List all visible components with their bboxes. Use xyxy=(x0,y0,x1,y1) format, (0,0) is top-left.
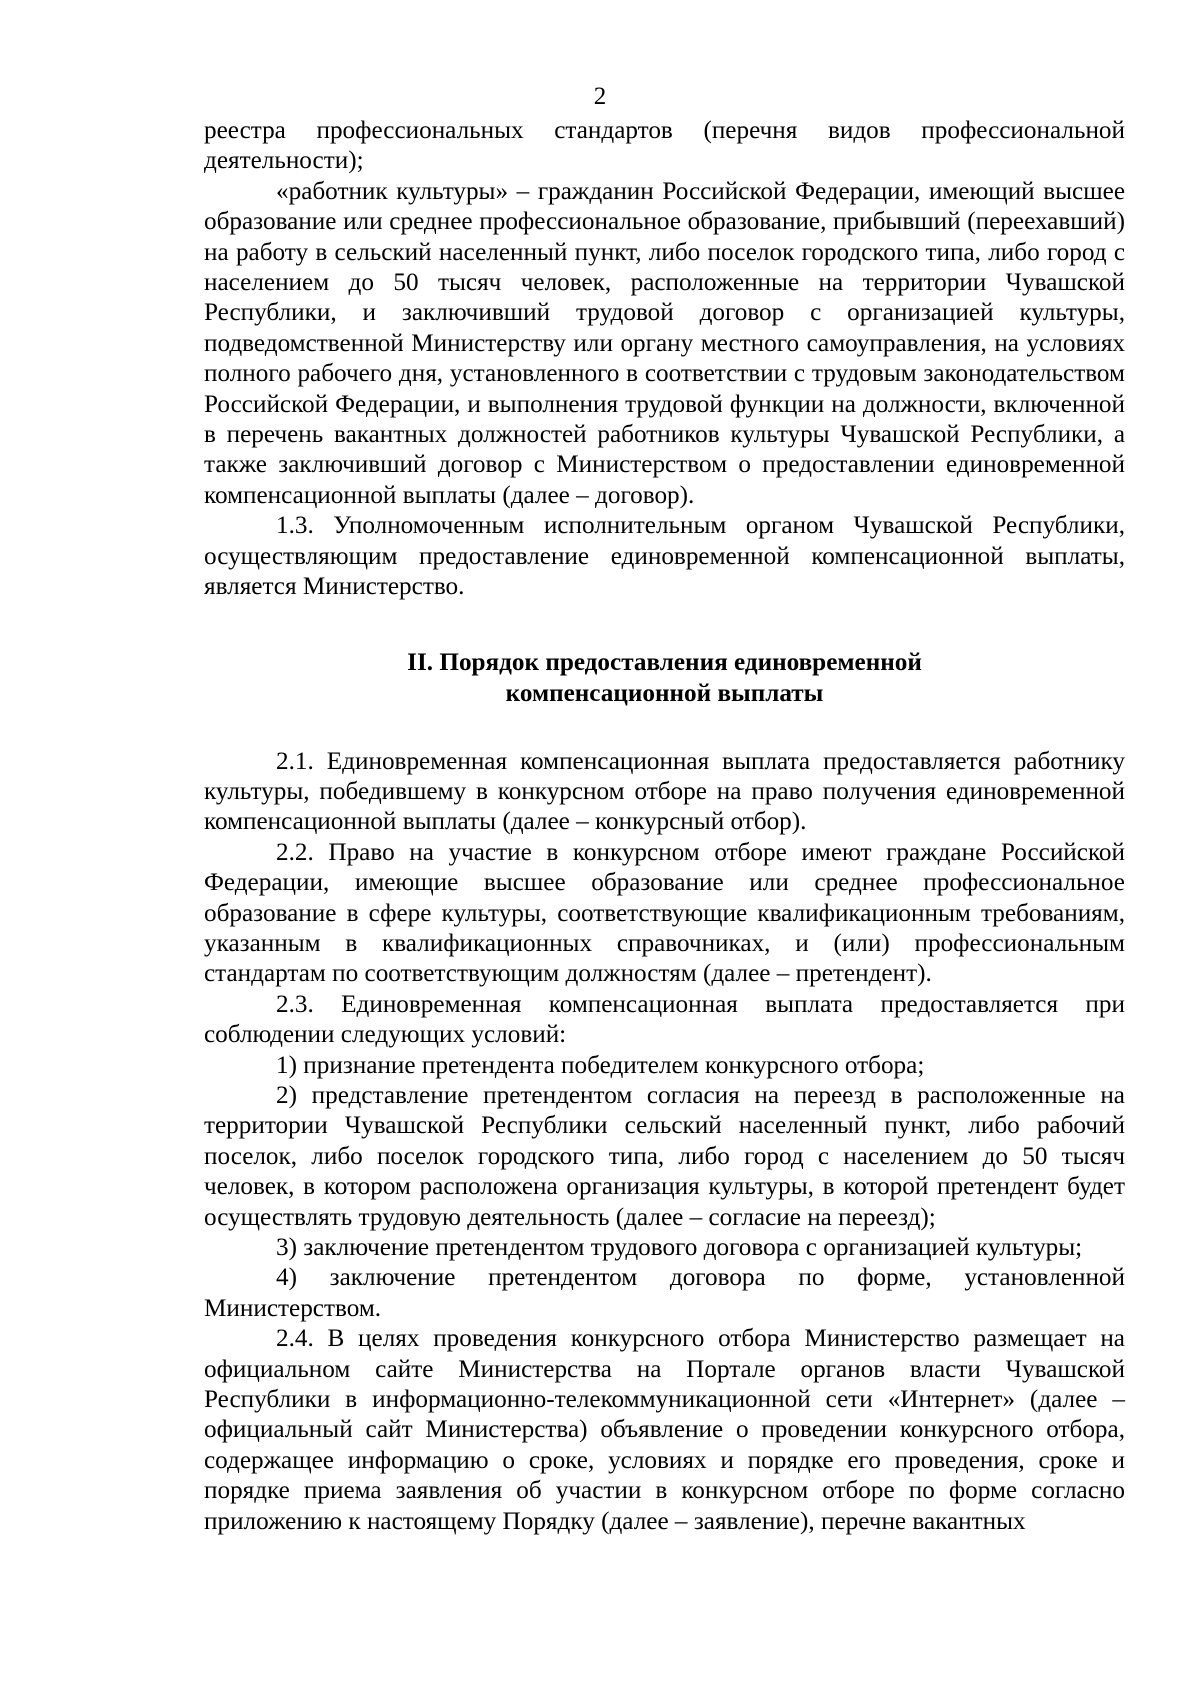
paragraph-1-3: 1.3. Уполномоченным исполнительным органом Чувашской Республики, осуществляющим предоставление единовременной компенсационной выплаты, является Министерство. xyxy=(204,512,1125,601)
list-item-condition-1: 1) признание претендента победителем конкурсного отбора; xyxy=(276,1051,925,1079)
list-item-condition-3: 3) заключение претендентом трудового договора с организацией культуры; xyxy=(276,1234,1083,1261)
section-heading-line2: компенсационной выплаты xyxy=(505,679,824,707)
paragraph-2-1: 2.1. Единовременная компенсационная выплата предоставляется работнику культуры, победившему в конкурсном отборе на право получения единовременной компенсационной выплаты (далее – конкурсный отбор). xyxy=(204,747,1125,836)
list-item-condition-4: 4) заключение претендентом договора по форме, установленной Министерством. xyxy=(204,1264,1125,1322)
paragraph-definition-culture-worker: «работник культуры» – гражданин Российской Федерации, имеющий высшее образование или среднее профессиональное образование, прибывший (переехавший) на работу в сельский населенный пункт, либо поселок городского типа, либо город с населением до 50 тысяч человек, расположенные на территории Чувашской Республики, и заключивший трудовой договор с организацией культуры, подведомственной Министерству или органу местного самоуправления, на условиях полного рабочего дня, установленного в соответствии с трудовым законодательством Российской Федерации, и выполнения трудовой функции на должности, включенной в перечень вакантных должностей работников культуры Чувашской Республики, а также заключивший договор с Министерством о предоставлении единовременной компенсационной выплаты (далее – договор). xyxy=(204,177,1125,509)
paragraph-2-4: 2.4. В целях проведения конкурсного отбора Министерство размещает на официальном сайте Министерства на Портале органов власти Чувашской Республики в информационно-телекоммуникационной сети «Интернет» (далее – официальный сайт Министерства) объявление о проведении конкурсного отбора, содержащее информацию о сроке, условиях и порядке его проведения, сроке и порядке приема заявления об участии в конкурсном отборе по форме согласно приложению к настоящему Порядку (далее – заявление), перечне вакантных xyxy=(204,1325,1125,1535)
list-item-condition-2: 2) представление претендентом согласия на переезд в расположенные на территории Чувашской Республики сельский населенный пункт, либо рабочий поселок, либо поселок городского типа, либо город с населением до 50 тысяч человек, в котором расположена организация культуры, в которой претендент будет осуществлять трудовую деятельность (далее – согласие на переезд); xyxy=(204,1081,1125,1231)
section-heading xyxy=(204,647,1125,709)
paragraph-continuation: реестра профессиональных стандартов (перечня видов профессиональной деятельности); xyxy=(204,117,1125,175)
section-heading-line1: II. Порядок предоставления единовременной xyxy=(407,648,922,676)
paragraph-2-2: 2.2. Право на участие в конкурсном отборе имеют граждане Российской Федерации, имеющие высшее образование или среднее профессиональное образование в сфере культуры, соответствующие квалификационным требованиям, указанным в квалификационных справочниках, и (или) профессиональным стандартам по соответствующим должностям (далее – претендент). xyxy=(204,838,1125,988)
page-number: 2 xyxy=(593,83,607,110)
document-body xyxy=(204,116,1125,1537)
paragraph-2-3: 2.3. Единовременная компенсационная выплата предоставляется при соблюдении следующих условий: xyxy=(204,990,1125,1049)
